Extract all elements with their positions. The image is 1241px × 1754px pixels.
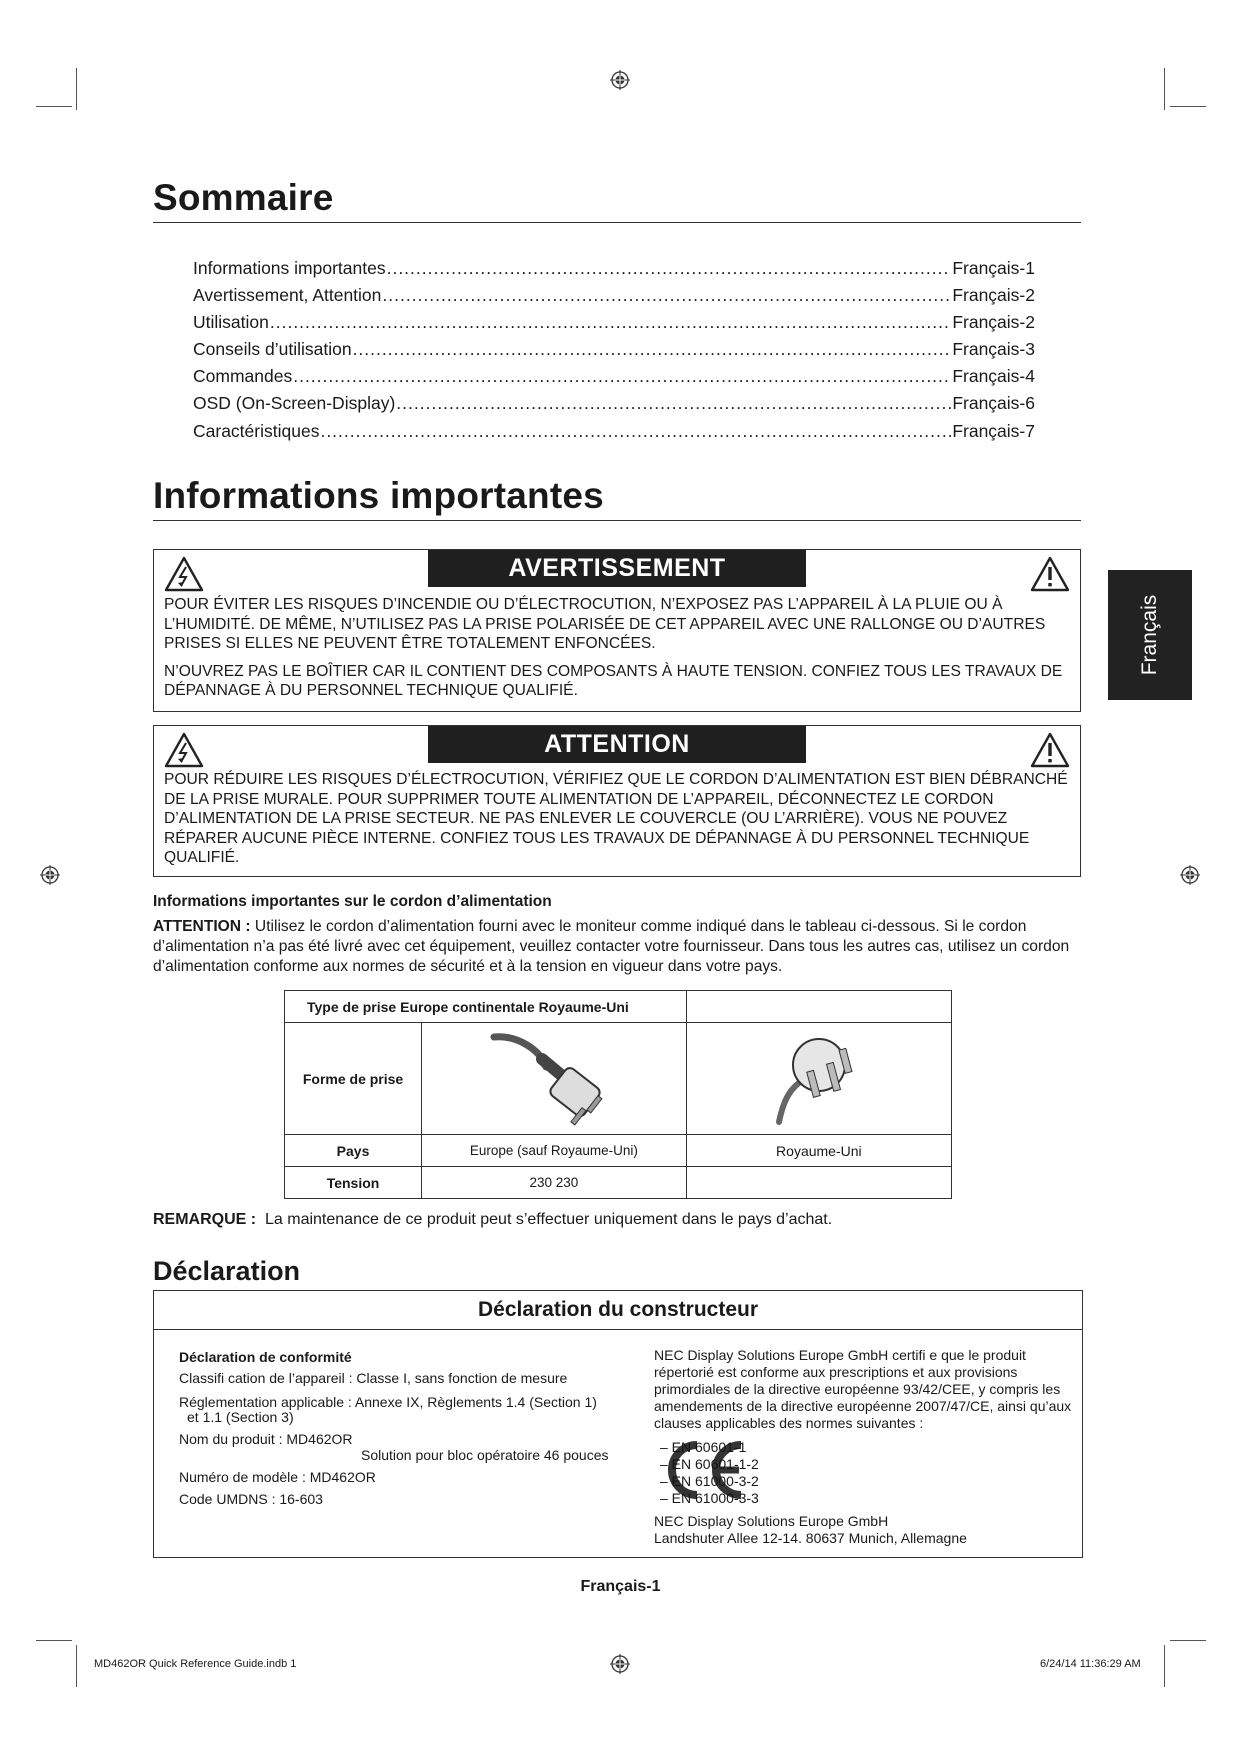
title-rule	[153, 520, 1081, 521]
toc-entry[interactable]	[193, 366, 1035, 392]
crop-mark	[1170, 1640, 1206, 1641]
exclamation-warning-icon	[1030, 556, 1070, 592]
toc-entry[interactable]	[193, 393, 1035, 419]
toc-page: Français-3	[952, 339, 1035, 359]
uk-plug-cell	[686, 1023, 951, 1135]
toc-page: Français-6	[952, 393, 1035, 413]
declaration-box-title: Déclaration du constructeur	[154, 1291, 1082, 1330]
electric-shock-warning-icon	[164, 556, 204, 592]
toc-entry[interactable]	[193, 258, 1035, 284]
caution-paragraph: POUR RÉDUIRE LES RISQUES D’ÉLECTROCUTION, VÉRIFIEZ QUE LE CORDON D’ALIMENTATION EST BIEN DÉBRANCHÉ DE LA PRISE MURALE. POUR SUPPRIMER TOUTE ALIMENTATION DE L’APPAREIL, DÉCONNECTEZ LE CORDON D’ALIMENTATION DE LA PRISE SECTEUR. NE PAS ENLEVER LE COUVERCLE (OU L’ARRIÈRE). VOUS NE POUVEZ RÉPARER AUCUNE PIÈCE INTERNE. CONFIEZ TOUS LES TRAVAUX DE DÉPANNAGE À DU PERSONNEL TECHNIQUE QUALIFIÉ.	[164, 771, 1068, 866]
toc-leader	[382, 285, 951, 306]
language-tab-label: Français	[1138, 594, 1161, 676]
toc-leader	[396, 393, 951, 414]
remark-text: La maintenance de ce produit peut s’effectuer uniquement dans le pays d’achat.	[265, 1211, 833, 1228]
product-description: Solution pour bloc opératoire 46 pouces	[361, 1447, 609, 1463]
toc-page: Français-7	[952, 421, 1035, 441]
registration-mark-icon	[40, 865, 60, 885]
country-uk: Royaume-Uni	[686, 1135, 951, 1167]
warning-box	[153, 549, 1081, 712]
standard-item: – EN 61000-3-2	[660, 1473, 759, 1489]
attention-label: ATTENTION :	[153, 918, 251, 935]
crop-mark	[36, 106, 72, 107]
regulation-cont: et 1.1 (Section 3)	[187, 1409, 294, 1425]
warning-paragraph: N’OUVREZ PAS LE BOÎTIER CAR IL CONTIENT DES COMPOSANTS À HAUTE TENSION. CONFIEZ TOUS LES TRAVAUX DE DÉPANNAGE À DU PERSONNEL TECHNIQUE QUALIFIÉ.	[164, 662, 1063, 699]
toc-page: Français-2	[952, 285, 1035, 305]
row-label-country: Pays	[285, 1135, 422, 1167]
toc-page: Français-4	[952, 366, 1035, 386]
standard-item: – EN 60601-1-2	[660, 1456, 759, 1472]
eu-plug-cell	[422, 1023, 687, 1135]
caution-text	[164, 770, 1076, 876]
page-number: Français-1	[580, 1578, 661, 1595]
toc-label: Avertissement, Attention	[193, 285, 382, 305]
toc-leader	[320, 421, 951, 442]
cord-heading: Informations importantes sur le cordon d’alimentation	[153, 893, 552, 910]
file-name: MD462OR Quick Reference Guide.indb 1	[94, 1658, 297, 1670]
eu-plug-icon	[484, 1027, 624, 1127]
attention-text: Utilisez le cordon d’alimentation fourni avec le moniteur comme indiqué dans le tableau ci-dessous. Si le cordon d’alimentation n’a pas été livré avec cet équipement, veuillez contacter votre fournisseur. Dans tous les autres cas, utilisez un cordon d’alimentation conforme aux normes de sécurité et à la tension en vigueur dans votre pays.	[153, 918, 1070, 975]
plug-table	[284, 990, 952, 1199]
row-label-voltage: Tension	[285, 1167, 422, 1199]
title-rule	[153, 222, 1081, 223]
umdns-code: Code UMDNS : 16-603	[179, 1491, 323, 1507]
standard-item: – EN 61000-3-3	[660, 1490, 759, 1506]
conformity-statement: NEC Display Solutions Europe GmbH certifi e que le produit répertorié est conforme aux prescriptions et aux provisions primordiales de la directive européenne 93/42/CEE, y compris les amendements de la directive européenne 2007/47/CE, ainsi qu’aux clauses applicables des normes suivantes :	[654, 1347, 1072, 1431]
toc-entry[interactable]	[193, 285, 1035, 311]
crop-mark	[76, 1645, 77, 1687]
toc-label: Caractéristiques	[193, 421, 320, 441]
caution-banner: ATTENTION	[428, 726, 806, 763]
toc-leader	[293, 366, 951, 387]
exclamation-warning-icon	[1030, 732, 1070, 768]
standard-item: – EN 60601-1	[660, 1439, 747, 1455]
registration-mark-icon	[1180, 865, 1200, 885]
toc-label: Informations importantes	[193, 258, 386, 278]
toc-page: Français-1	[952, 258, 1035, 278]
toc-leader	[387, 258, 952, 279]
caution-box	[153, 725, 1081, 877]
declaration-box	[153, 1290, 1083, 1558]
company-name: NEC Display Solutions Europe GmbH	[654, 1513, 889, 1529]
conformity-heading: Déclaration de conformité	[179, 1349, 352, 1365]
toc-label: Utilisation	[193, 312, 269, 332]
remark	[153, 1210, 1083, 1230]
model-number: Numéro de modèle : MD462OR	[179, 1469, 376, 1485]
toc-leader	[353, 339, 952, 360]
regulation: Réglementation applicable : Annexe IX, Règlements 1.4 (Section 1)	[179, 1394, 597, 1410]
ce-mark-icon	[657, 1437, 749, 1503]
registration-mark-icon	[610, 70, 630, 90]
crop-mark	[36, 1640, 72, 1641]
declaration-title: Déclaration	[153, 1256, 301, 1286]
table-row	[285, 1135, 952, 1167]
crop-mark	[1164, 1645, 1165, 1687]
toc-entry[interactable]	[193, 312, 1035, 338]
language-tab	[1108, 570, 1192, 700]
table-cell	[686, 991, 951, 1023]
crop-mark	[1164, 68, 1165, 110]
toc-label: OSD (On-Screen-Display)	[193, 393, 396, 413]
table-row	[285, 1167, 952, 1199]
uk-plug-icon	[764, 1027, 874, 1127]
electric-shock-warning-icon	[164, 732, 204, 768]
remark-label: REMARQUE :	[153, 1211, 257, 1228]
warning-banner: AVERTISSEMENT	[428, 550, 806, 587]
classification: Classifi cation de l’appareil : Classe I, sans fonction de mesure	[179, 1370, 568, 1386]
table-row	[285, 1023, 952, 1135]
table-cell	[686, 1167, 951, 1199]
product-name: Nom du produit : MD462OR	[179, 1431, 353, 1447]
crop-mark	[1170, 106, 1206, 107]
plug-table-header: Type de prise Europe continentale Royaume-Uni	[285, 991, 687, 1023]
warning-paragraph: POUR ÉVITER LES RISQUES D’INCENDIE OU D’ÉLECTROCUTION, N’EXPOSEZ PAS L’APPAREIL À LA PLUIE OU À L’HUMIDITÉ. DE MÊME, N’UTILISEZ PAS LA PRISE POLARISÉE DE CET APPAREIL AVEC UNE RALLONGE OU D’AUTRES PRISES SI ELLES NE PEUVENT ÊTRE TOTALEMENT ENFONCÉES.	[164, 596, 1046, 652]
table-row	[285, 991, 952, 1023]
toc-leader	[270, 312, 951, 333]
toc-page: Français-2	[952, 312, 1035, 332]
toc-entry[interactable]	[193, 339, 1035, 365]
registration-mark-icon	[610, 1654, 630, 1674]
warning-text	[164, 595, 1076, 709]
country-eu: Europe (sauf Royaume-Uni)	[422, 1135, 687, 1167]
cord-attention-paragraph	[153, 917, 1083, 977]
crop-mark	[76, 68, 77, 110]
voltage-value: 230 230	[422, 1167, 687, 1199]
sommaire-title: Sommaire	[153, 177, 334, 218]
info-title: Informations importantes	[153, 475, 604, 516]
company-address: Landshuter Allee 12-14. 80637 Munich, Allemagne	[654, 1530, 967, 1546]
toc-entry[interactable]	[193, 421, 1035, 447]
row-label-shape: Forme de prise	[285, 1023, 422, 1135]
print-timestamp: 6/24/14 11:36:29 AM	[1040, 1658, 1141, 1670]
toc-label: Conseils d’utilisation	[193, 339, 352, 359]
toc-label: Commandes	[193, 366, 293, 386]
